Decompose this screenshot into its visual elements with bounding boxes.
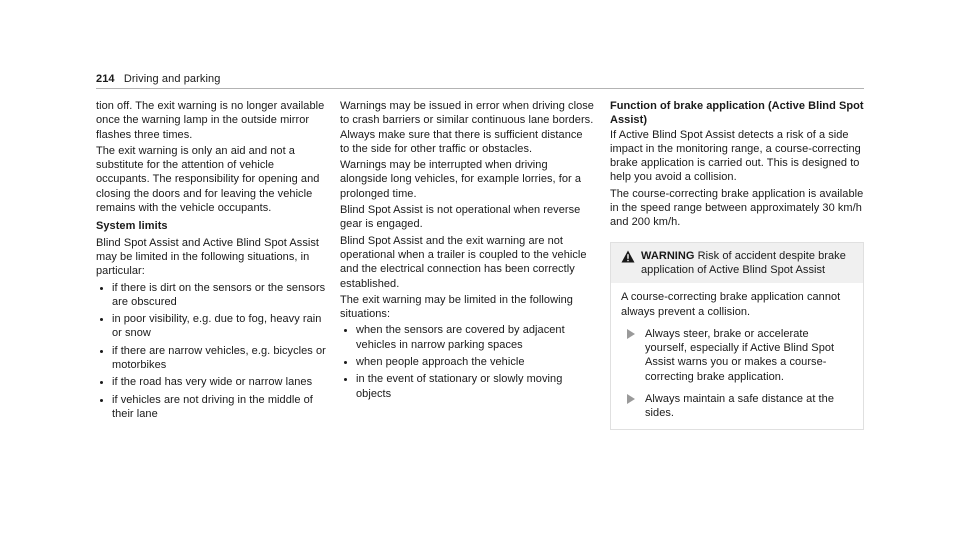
header-rule bbox=[96, 88, 864, 89]
paragraph: Blind Spot Assist is not operational when reverse gear is engaged. bbox=[340, 204, 581, 231]
page-header bbox=[96, 73, 221, 85]
column-right bbox=[610, 99, 864, 430]
bullet-icon bbox=[100, 318, 103, 321]
bullet-icon bbox=[344, 361, 347, 364]
warning-header bbox=[611, 243, 863, 284]
list-item: if vehicles are not driving in the middle of their lane bbox=[96, 393, 328, 422]
exit-warning-limits-list bbox=[340, 323, 594, 400]
paragraph: The exit warning may be limited in the following situations: bbox=[340, 293, 573, 321]
bullet-icon bbox=[344, 378, 347, 381]
action-arrow-icon bbox=[627, 329, 635, 339]
column-middle bbox=[340, 99, 594, 404]
action-item: Always steer, brake or accelerate yourself, especially if Active Blind Spot Assist warns you or makes a course-correcting brake application. bbox=[621, 327, 853, 384]
paragraph: The course-correcting brake application is available in the speed range between approximately 30 km/h and 200 km/h. bbox=[610, 187, 864, 229]
limits-list bbox=[96, 281, 328, 422]
paragraph: Warnings may be issued in error when driving close to crash barriers or similar continuous lane borders. Always make sure that there is sufficient distance to the side for other traffic or obstacles. bbox=[340, 100, 594, 155]
paragraph: Blind Spot Assist and Active Blind Spot Assist may be limited in the following situations, in particular: bbox=[96, 236, 320, 278]
paragraph: Blind Spot Assist and the exit warning are not operational when a trailer is coupled to the vehicle and the electrical connection has been correctly established. bbox=[340, 234, 587, 290]
paragraph: tion off. The exit warning is no longer available once the warning lamp in the outside mirror flashes three times. bbox=[96, 100, 325, 141]
list-item: if there are narrow vehicles, e.g. bicycles or motorbikes bbox=[96, 344, 328, 373]
paragraph: Warnings may be interrupted when driving alongside long vehicles, for example lorries, for a prolonged time. bbox=[340, 159, 582, 200]
bullet-icon bbox=[344, 329, 347, 332]
bullet-icon bbox=[100, 350, 103, 353]
bullet-icon bbox=[100, 381, 103, 384]
list-item: in the event of stationary or slowly moving objects bbox=[340, 372, 594, 401]
paragraph: If Active Blind Spot Assist detects a risk of a side impact in the monitoring range, a course-correcting brake application is carried out. This is designed to help you avoid a collision. bbox=[610, 128, 861, 184]
list-item: when the sensors are covered by adjacent vehicles in narrow parking spaces bbox=[340, 323, 594, 352]
warning-body bbox=[611, 283, 863, 428]
bullet-icon bbox=[100, 399, 103, 402]
list-item: if the road has very wide or narrow lanes bbox=[96, 375, 328, 389]
warning-box bbox=[610, 242, 864, 430]
action-arrow-icon bbox=[627, 394, 635, 404]
section-title: Driving and parking bbox=[123, 73, 221, 85]
page-number: 214 bbox=[96, 73, 115, 85]
paragraph: The exit warning is only an aid and not a substitute for the attention of vehicle occupants. The responsibility for opening and closing the doors and for leaving the vehicle remains with the vehicle occupants. bbox=[96, 144, 320, 215]
list-item: if there is dirt on the sensors or the sensors are obscured bbox=[96, 281, 328, 310]
warning-triangle-icon bbox=[621, 250, 635, 263]
warning-title: Risk of accident despite brake application of Active Blind Spot Assist bbox=[641, 249, 846, 276]
bullet-icon bbox=[100, 287, 103, 290]
section-heading-brake-application: Function of brake application (Active Blind Spot Assist) bbox=[610, 100, 864, 127]
list-item: in poor visibility, e.g. due to fog, heavy rain or snow bbox=[96, 312, 328, 341]
warning-text: A course-correcting brake application cannot always prevent a collision. bbox=[621, 291, 841, 318]
warning-label: WARNING bbox=[641, 249, 695, 262]
action-item: Always maintain a safe distance at the sides. bbox=[621, 392, 853, 421]
section-heading-system-limits: System limits bbox=[96, 220, 168, 233]
column-left bbox=[96, 99, 328, 424]
list-item: when people approach the vehicle bbox=[340, 355, 594, 369]
